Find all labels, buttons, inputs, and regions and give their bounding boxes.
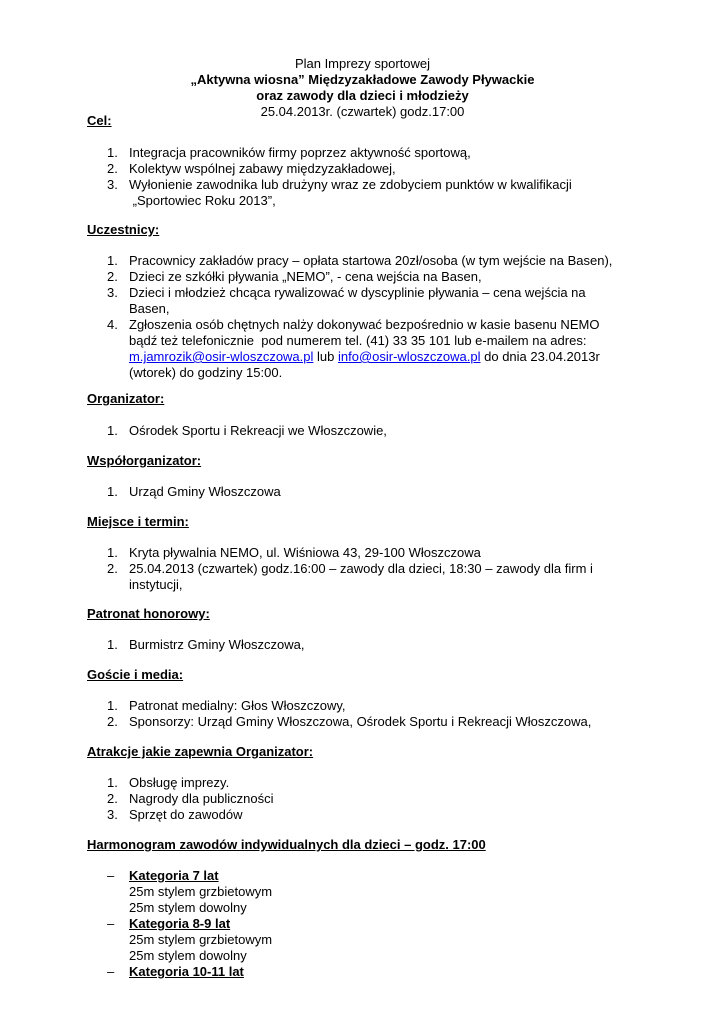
list-item-text: Urząd Gminy Włoszczowa [129,484,281,499]
list-number: 2. [107,161,118,176]
category-event: 25m stylem dowolny [129,900,247,915]
list-item-text: Kolektyw wspólnej zabawy międzyzakładowej, [129,161,396,176]
header-line-1: Plan Imprezy sportowej [294,56,431,71]
email-link-info[interactable]: info@osir-wloszczowa.pl [337,349,481,364]
list-number: 1. [107,545,118,560]
list-item-text: Sponsorzy: Urząd Gminy Włoszczowa, Ośrodek Sportu i Rekreacji Włoszczowa, [129,714,592,729]
list-item-line: Basen, [129,301,170,316]
list-item-text: Patronat medialny: Głos Włoszczowy, [129,698,346,713]
list-item-text [129,285,649,317]
list-number: 4. [107,317,118,332]
list-number: 1. [107,253,118,268]
category-event: 25m stylem grzbietowym [129,932,273,947]
list-item-line: Zgłoszenia osób chętnych nalży dokonywać bezpośrednio w kasie basenu NEMO [129,317,600,332]
list-item-line: (wtorek) do godziny 15:00. [129,365,283,380]
category-event: 25m stylem grzbietowym [129,884,273,899]
header-line-3: oraz zawody dla dzieci i młodzieży [256,88,469,103]
section-title-goscie: Goście i media: [87,667,184,682]
list-number: 1. [107,637,118,652]
category-event: 25m stylem dowolny [129,948,247,963]
list-item-line: Dzieci i młodzież chcąca rywalizować w dyscyplinie pływania – cena wejścia na [129,285,586,300]
text-fragment: do dnia 23.04.2013r [480,349,600,364]
section-title-uczestnicy: Uczestnicy: [87,222,160,237]
list-item-line: 25.04.2013 (czwartek) godz.16:00 – zawody dla dzieci, 18:30 – zawody dla firm i [129,561,593,576]
section-title-patronat: Patronat honorowy: [87,606,210,621]
list-item-text: Ośrodek Sportu i Rekreacji we Włoszczowie, [129,423,387,438]
email-link-jamrozik[interactable]: m.jamrozik@osir-wloszczowa.pl [129,349,314,364]
category-label: Kategoria 10-11 lat [129,964,244,979]
list-item-line: „Sportowiec Roku 2013”, [129,193,276,208]
list-number: 2. [107,791,118,806]
list-item-line: bądź też telefonicznie pod numerem tel. (41) 33 35 101 lub e-mailem na adres: [129,333,587,348]
list-number: 2. [107,269,118,284]
list-item-line: Wyłonienie zawodnika lub drużyny wraz ze zdobyciem punktów w kwalifikacji [129,177,572,192]
list-number: 3. [107,807,118,822]
document-header [0,56,725,120]
list-item-text: Nagrody dla publiczności [129,791,274,806]
list-item-text: Obsługę imprezy. [129,775,230,790]
list-number: 1. [107,698,118,713]
list-number: 1. [107,775,118,790]
list-number: 1. [107,484,118,499]
list-number: 1. [107,145,118,160]
section-title-harmonogram: Harmonogram zawodów indywidualnych dla dzieci – godz. 17:00 [87,837,486,852]
list-number: 3. [107,285,118,300]
list-item-line: instytucji, [129,577,183,592]
dash-bullet: – [107,916,115,931]
list-item-line [129,349,649,365]
text-fragment: lub [313,349,338,364]
dash-bullet: – [107,868,115,883]
list-item-text [129,561,649,593]
list-number: 1. [107,423,118,438]
category-label: Kategoria 7 lat [129,868,219,883]
list-item-text [129,177,649,209]
section-title-atrakcje: Atrakcje jakie zapewnia Organizator: [87,744,314,759]
category-label: Kategoria 8-9 lat [129,916,231,931]
list-item-text: Sprzęt do zawodów [129,807,243,822]
list-number: 2. [107,714,118,729]
list-number: 3. [107,177,118,192]
header-line-4: 25.04.2013r. (czwartek) godz.17:00 [260,104,465,119]
list-item-text: Integracja pracowników firmy poprzez aktywność sportową, [129,145,471,160]
list-item-text [129,317,649,381]
section-title-wspolorganizator: Współorganizator: [87,453,202,468]
section-title-organizator: Organizator: [87,391,165,406]
section-title-cel: Cel: [87,113,112,128]
list-item-text: Pracownicy zakładów pracy – opłata startowa 20zł/osoba (w tym wejście na Basen), [129,253,613,268]
list-item-text: Dzieci ze szkółki pływania „NEMO”, - cena wejścia na Basen, [129,269,482,284]
list-item-text: Burmistrz Gminy Włoszczowa, [129,637,305,652]
list-item-text: Kryta pływalnia NEMO, ul. Wiśniowa 43, 29-100 Włoszczowa [129,545,481,560]
section-title-miejsce: Miejsce i termin: [87,514,189,529]
dash-bullet: – [107,964,115,979]
header-line-2: „Aktywna wiosna” Międzyzakładowe Zawody Pływackie [190,72,535,87]
list-number: 2. [107,561,118,576]
